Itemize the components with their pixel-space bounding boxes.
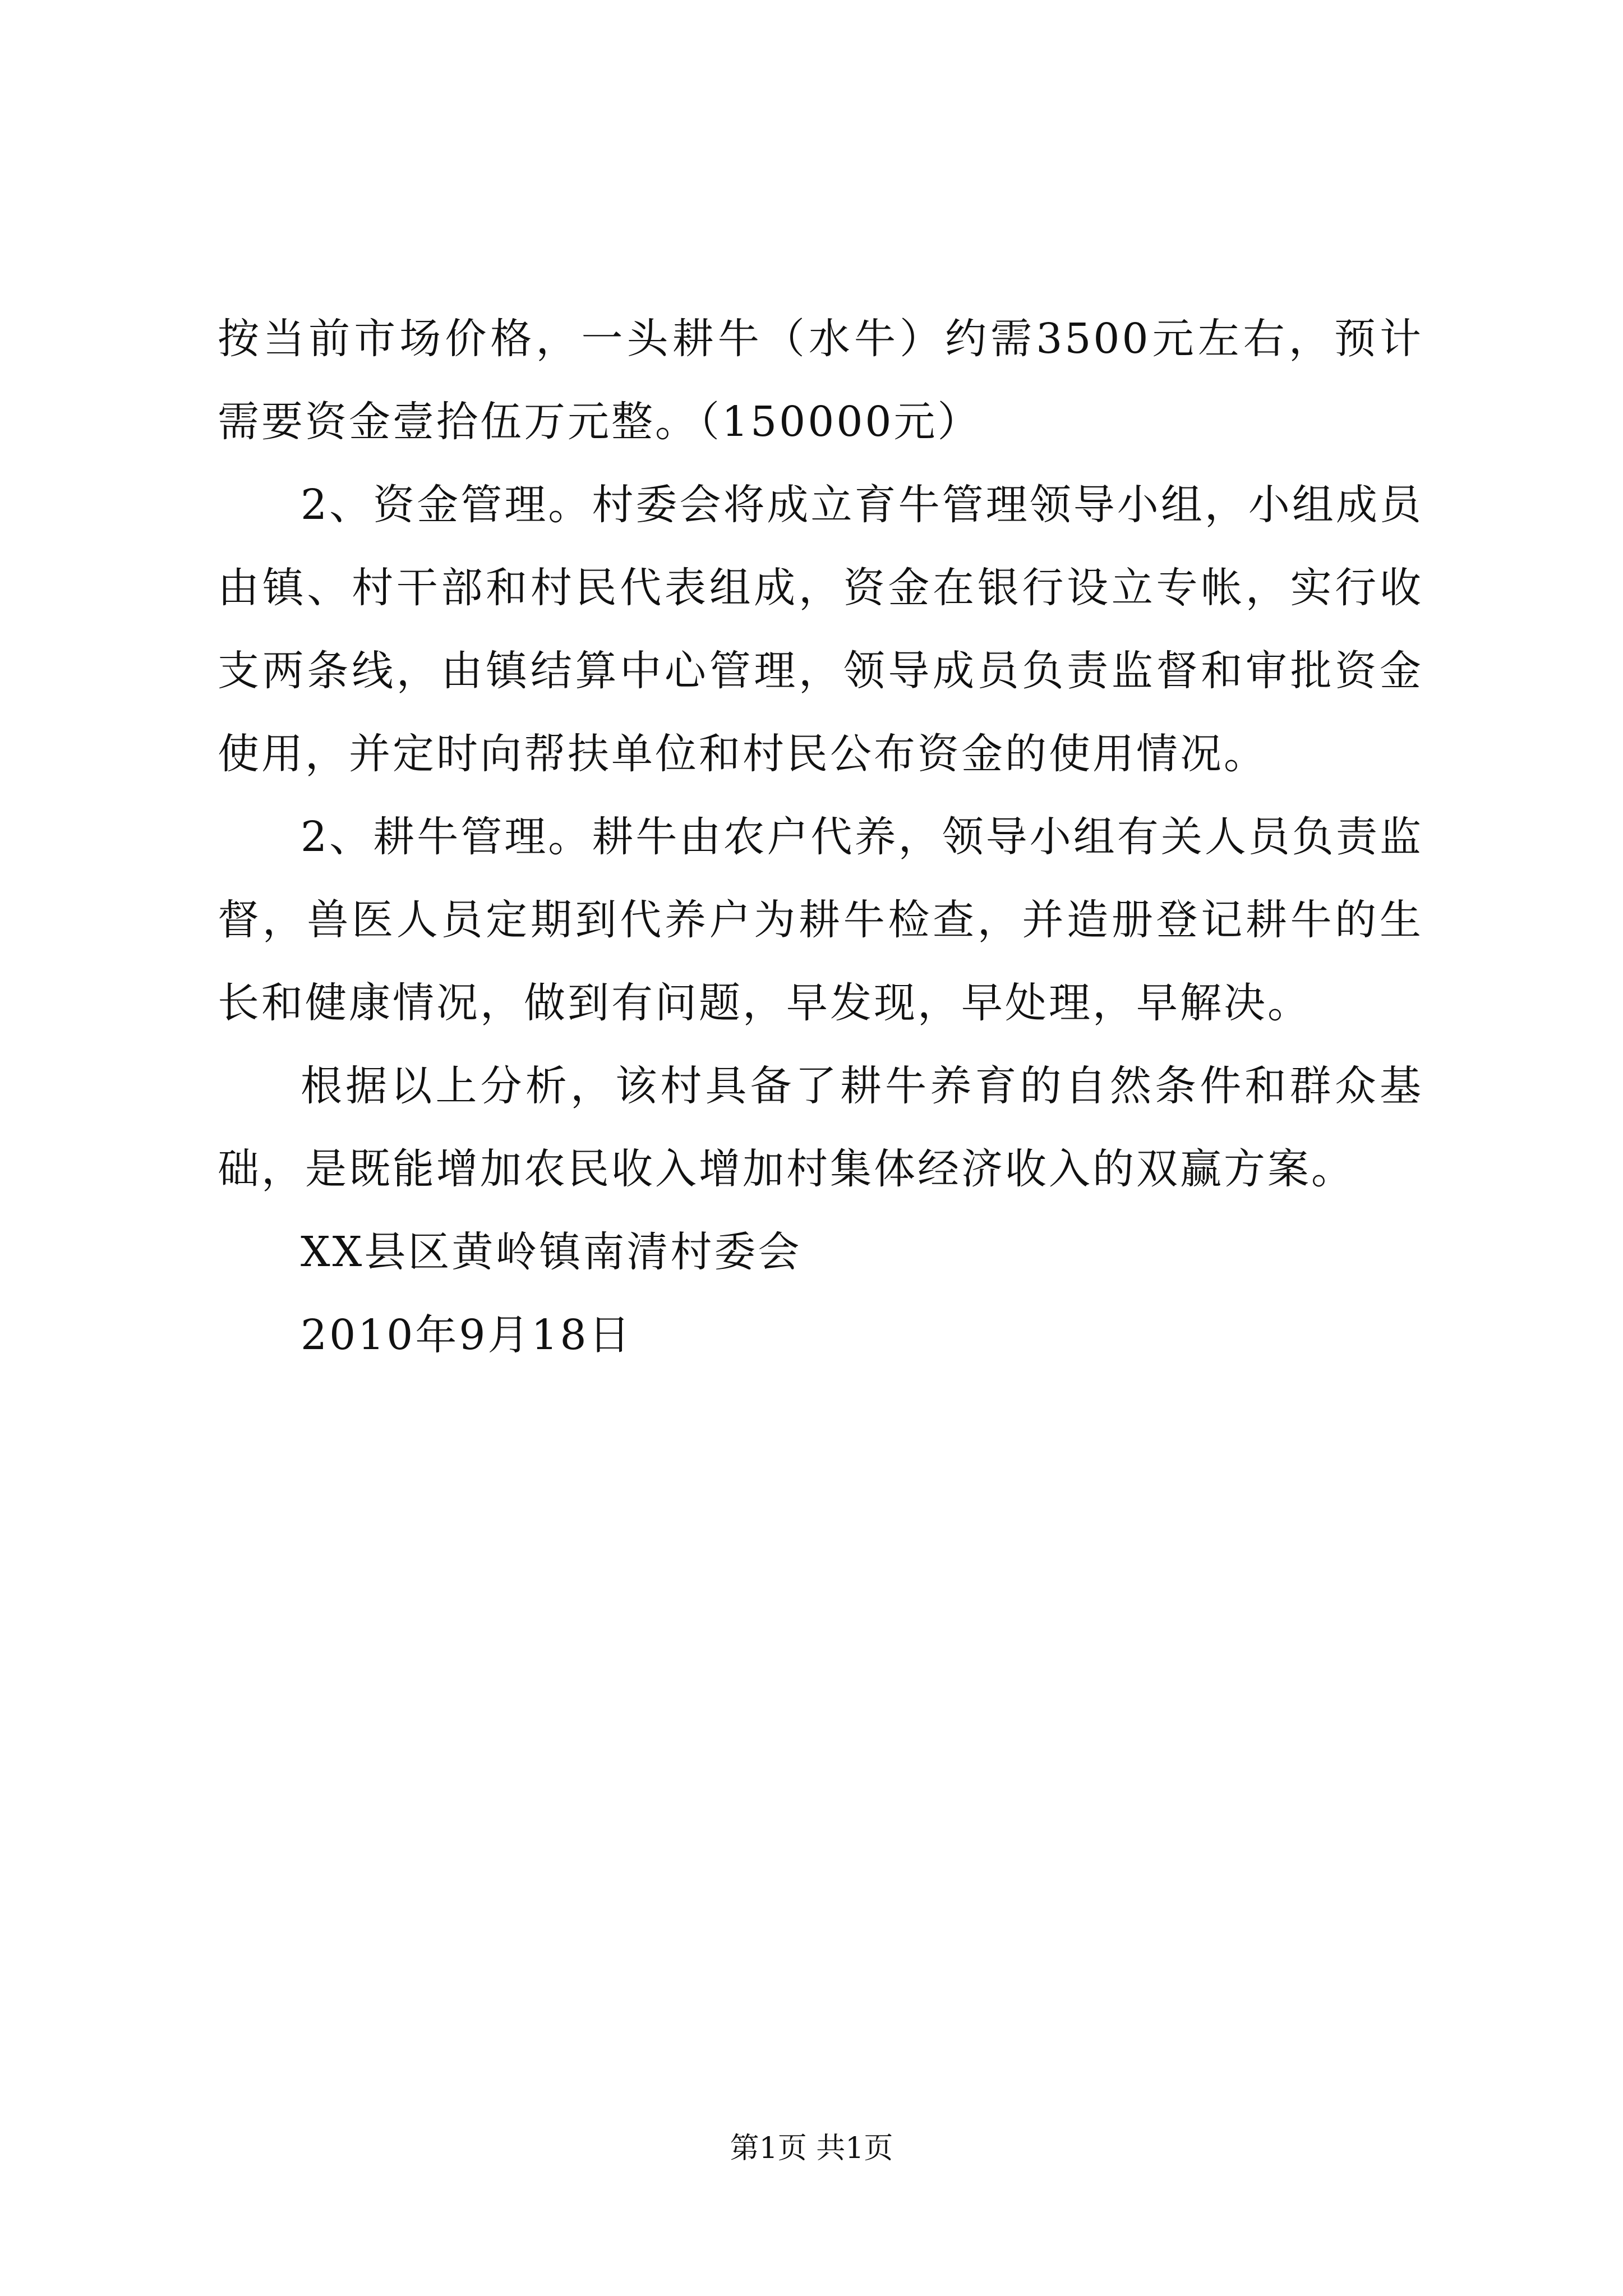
document-body [218,297,1423,1377]
paragraph-cost-estimate: 按当前市场价格，一头耕牛（水牛）约需3500元左右，预计需要资金壹拾伍万元整。（150000元） [218,315,1423,446]
paragraph-fund-management: 2、资金管理。村委会将成立育牛管理领导小组，小组成员由镇、村干部和村民代表组成，资金在银行设立专帐，实行收支两条线，由镇结算中心管理，领导成员负责监督和审批资金使用，并定时向帮扶单位和村民公布资金的使用情况。 [218,481,1423,778]
signature-date: 2010年9月18日 [301,1311,633,1359]
signature-organization: XX县区黄岭镇南清村委会 [301,1228,802,1276]
paragraph-cattle-management: 2、耕牛管理。耕牛由农户代养，领导小组有关人员负责监督，兽医人员定期到代养户为耕牛检查，并造册登记耕牛的生长和健康情况，做到有问题，早发现，早处理，早解决。 [218,813,1423,1027]
paragraph-conclusion: 根据以上分析，该村具备了耕牛养育的自然条件和群众基础，是既能增加农民收入增加村集体经济收入的双赢方案。 [218,1062,1423,1193]
page-footer: 第1页 共1页 [730,2132,893,2165]
